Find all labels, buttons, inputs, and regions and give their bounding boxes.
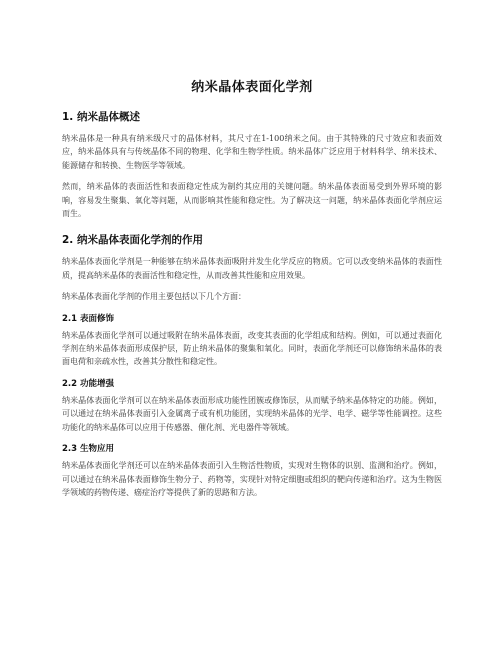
subsection-heading-function-enhancement: 2.2 功能增强 xyxy=(62,378,115,389)
subsection-heading-bio-application: 2.3 生物应用 xyxy=(62,444,115,455)
role-paragraph-1: 纳米晶体表面化学剂是一种能够在纳米晶体表面吸附并发生化学反应的物质。它可以改变纳米晶体的表面性质，提高纳米晶体的表面活性和稳定性，从而改善其性能和应用效果。 xyxy=(62,257,442,280)
role-paragraph-2: 纳米晶体表面化学剂的作用主要包括以下几个方面： xyxy=(62,292,246,302)
surface-modification-paragraph: 纳米晶体表面化学剂可以通过吸附在纳米晶体表面，改变其表面的化学组成和结构。例如，可以通过表面化学剂在纳米晶体表面形成保护层，防止纳米晶体的聚集和氧化。同时，表面化学剂还可以修饰纳米晶体的表面电荷和亲疏水性，改善其分散性和稳定性。 xyxy=(62,330,442,367)
overview-paragraph-2: 然而，纳米晶体的表面活性和表面稳定性成为制约其应用的关键问题。纳米晶体表面易受到外界环境的影响，容易发生聚集、氧化等问题，从而影响其性能和稳定性。为了解决这一问题，纳米晶体表面化学剂应运而生。 xyxy=(62,182,442,219)
overview-paragraph-1: 纳米晶体是一种具有纳米级尺寸的晶体材料，其尺寸在1-100纳米之间。由于其特殊的尺寸效应和表面效应，纳米晶体具有与传统晶体不同的物理、化学和生物学性质。纳米晶体广泛应用于材料科学、纳米技术、能源储存和转换、生物医学等领域。 xyxy=(62,134,442,170)
document-title: 纳米晶体表面化学剂 xyxy=(191,80,313,95)
function-enhancement-paragraph: 纳米晶体表面化学剂可以在纳米晶体表面形成功能性团簇或修饰层，从而赋予纳米晶体特定的功能。例如，可以通过在纳米晶体表面引入金属离子或有机功能团，实现纳米晶体的光学、电学、磁学等性能调控。这些功能化的纳米晶体可以应用于传感器、催化剂、光电器件等领域。 xyxy=(62,395,442,432)
subsection-heading-surface-modification: 2.1 表面修饰 xyxy=(62,313,115,324)
section-heading-overview: 1. 纳米晶体概述 xyxy=(62,111,140,123)
bio-application-paragraph: 纳米晶体表面化学剂还可以在纳米晶体表面引入生物活性物质，实现对生物体的识别、监测和治疗。例如，可以通过在纳米晶体表面修饰生物分子、药物等，实现针对特定细胞或组织的靶向传递和治疗。这为生物医学领域的药物传递、癌症治疗等提供了新的思路和方法。 xyxy=(62,461,442,497)
section-heading-role: 2. 纳米晶体表面化学剂的作用 xyxy=(62,234,203,247)
